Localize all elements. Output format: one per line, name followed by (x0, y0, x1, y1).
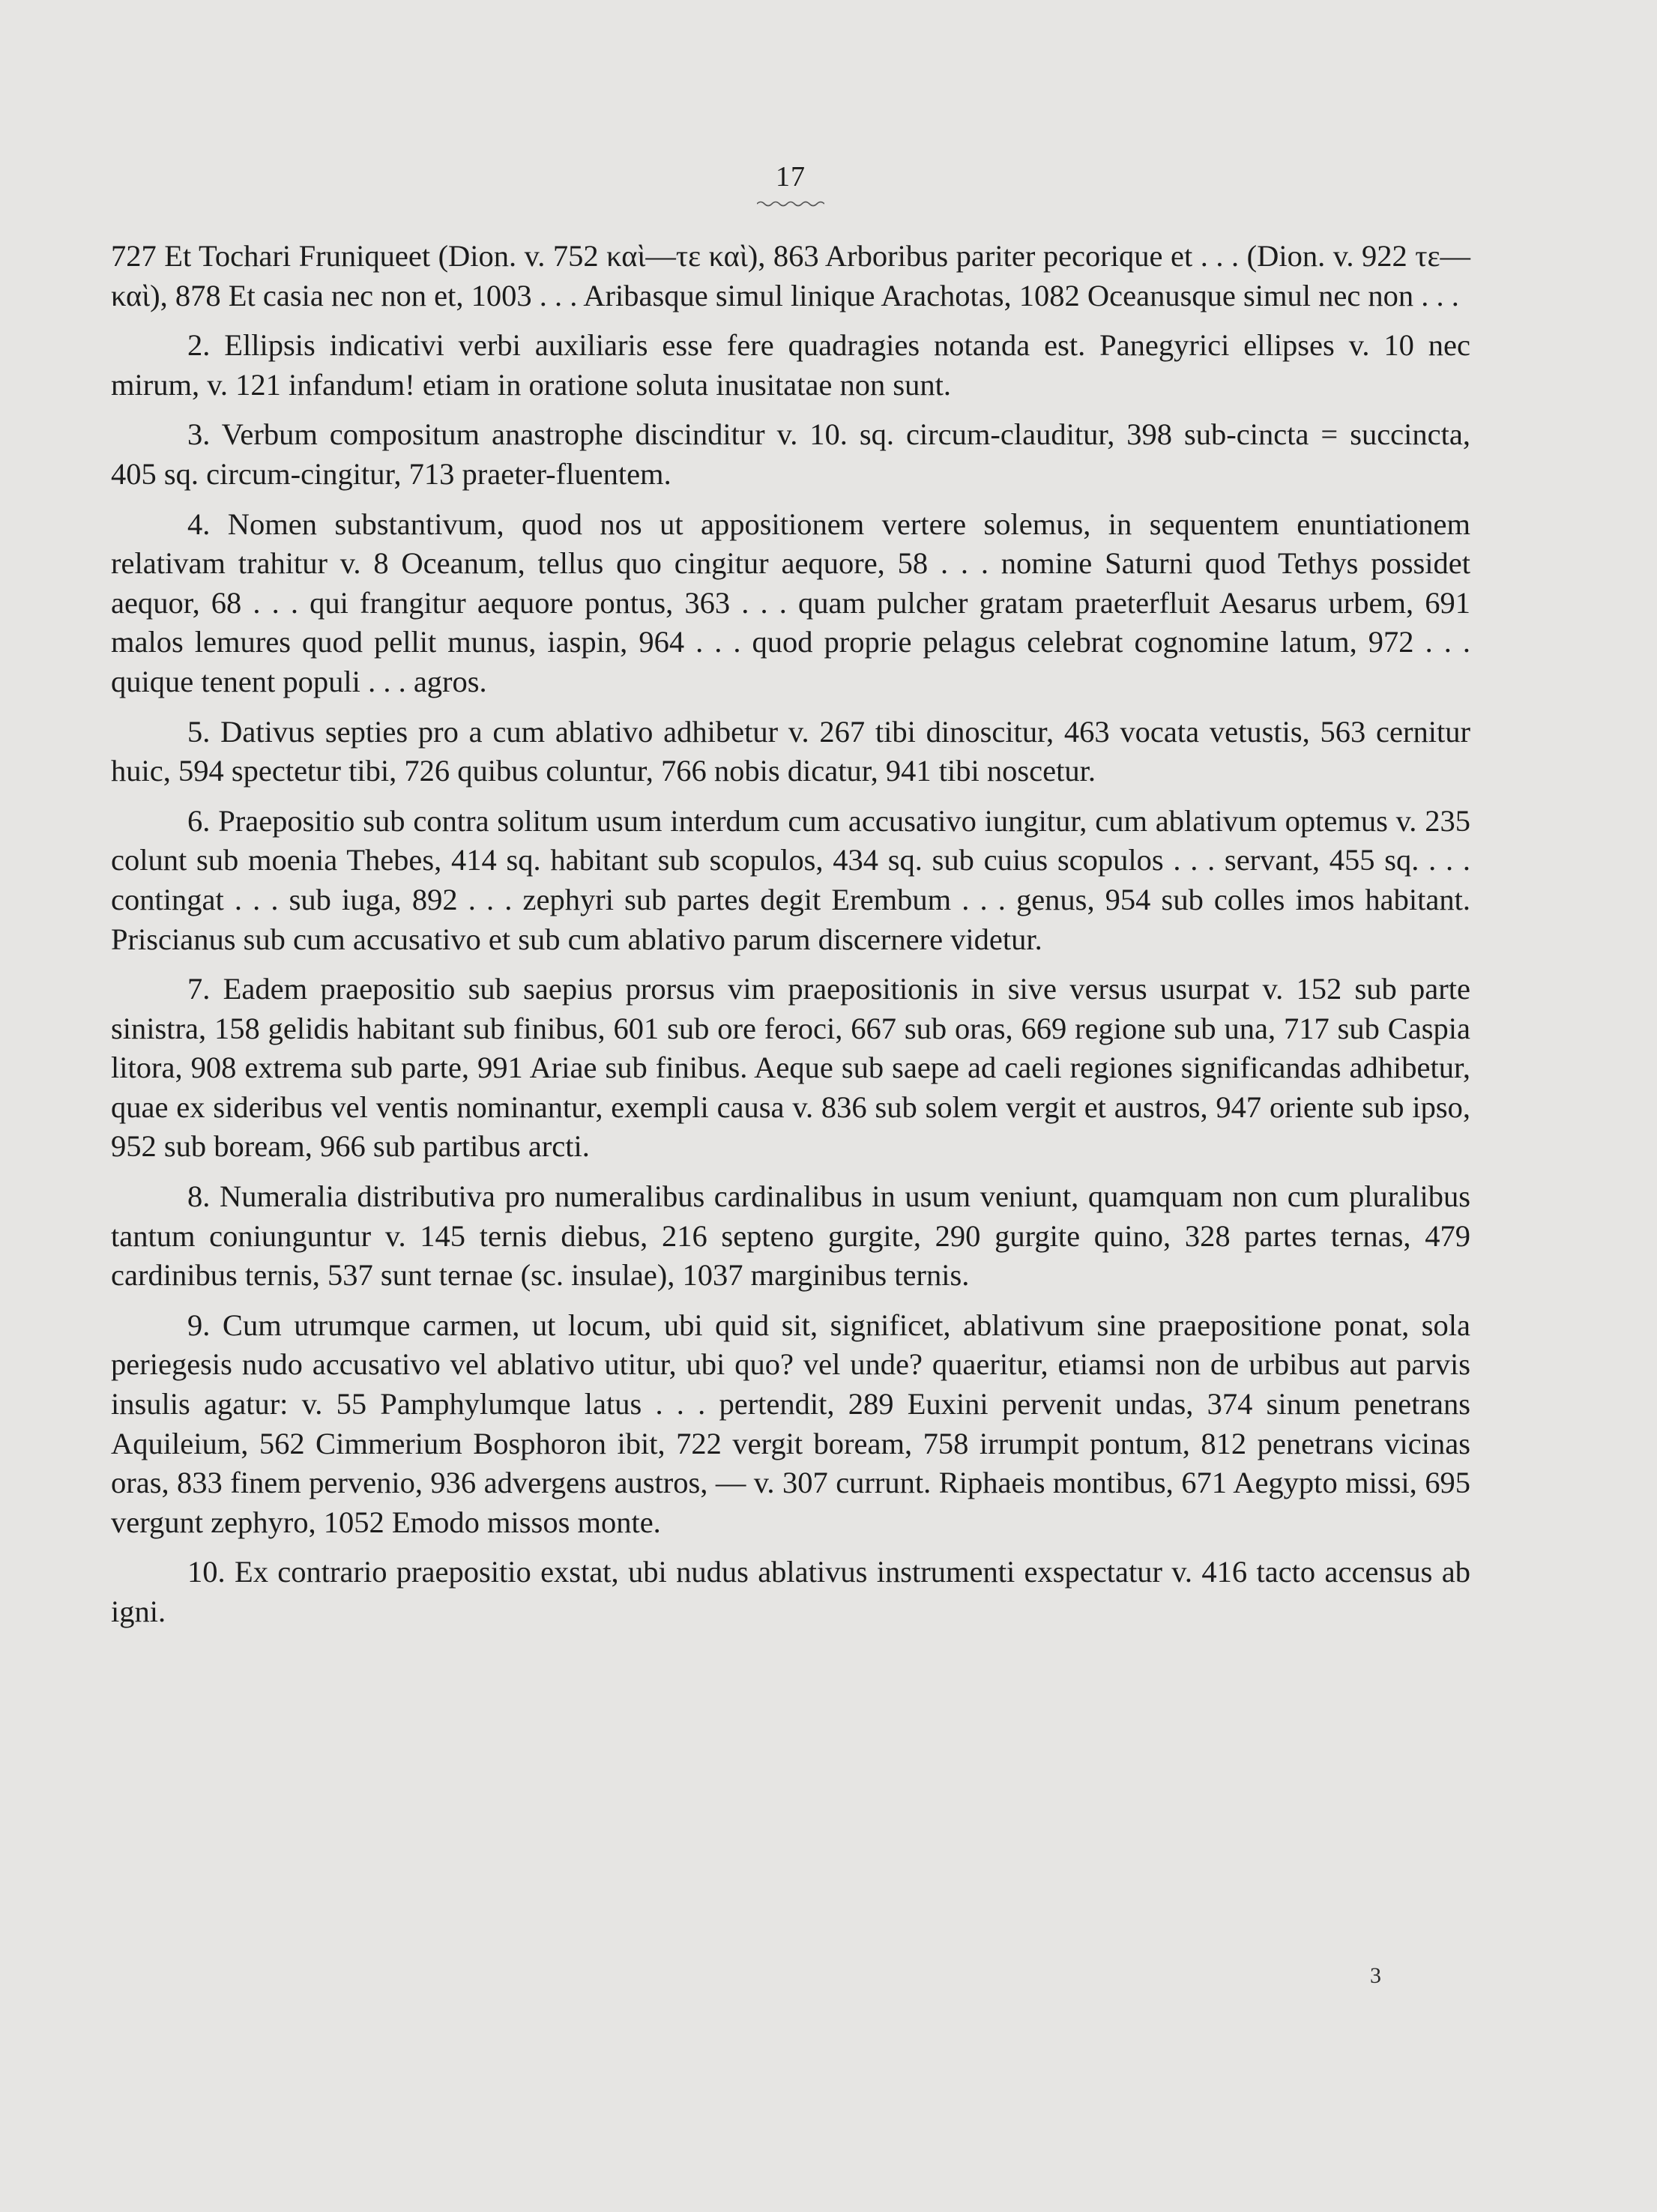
signature-mark: 3 (1370, 1963, 1381, 1988)
paragraph-2: 2. Ellipsis indicativi verbi auxiliaris esse fere quadragies notanda est. Panegyrici ellipses v. 10 nec mirum, v. 121 infandum! etiam in oratione soluta inusitatae non sunt. (111, 328, 1470, 402)
page-number: 17 (776, 161, 806, 193)
paragraph-7: 7. Eadem praepositio sub saepius prorsus vim praepositionis in sive versus usurpat v. 152 sub parte sinistra, 158 gelidis habitant sub finibus, 601 sub ore feroci, 667 sub oras, 669 regione sub una, 717 sub Caspia litora, 908 extrema sub parte, 991 Ariae sub finibus. Aeque sub saepe ad caeli regiones significandas adhibetur, quae ex sideribus vel ventis nominantur, exempli causa v. 836 sub solem vergit et austros, 947 oriente sub ipso, 952 sub boream, 966 sub partibus arcti. (111, 972, 1470, 1164)
paragraph-10: 10. Ex contrario praepositio exstat, ubi nudus ablativus instrumenti exspectatur v. 416 tacto accensus ab igni. (111, 1555, 1470, 1628)
paragraph-4: 4. Nomen substantivum, quod nos ut appositionem vertere solemus, in sequentem enuntiationem relativam trahitur v. 8 Oceanum, tellus quo cingitur aequore, 58 . . . nomine Saturni quod Tethys possidet aequor, 68 . . . qui frangitur aequore pontus, 363 . . . quam pulcher gratam praeterfluit Aesarus urbem, 691 malos lemures quod pellit munus, iaspin, 964 . . . quod proprie pelagus celebrat cognomine latum, 972 . . . quique tenent populi . . . agros. (111, 507, 1470, 698)
main-text (111, 237, 1470, 1643)
paragraph-0: 727 Et Tochari Fruniqueet (Dion. v. 752 καὶ—τε καὶ), 863 Arboribus pariter pecorique et . . . (Dion. v. 922 τε—καὶ), 878 Et casia nec non et, 1003 . . . Aribasque simul linique Arachotas, 1082 Oceanusque simul nec non . . . (111, 239, 1470, 312)
paragraph-8: 8. Numeralia distributiva pro numeralibus cardinalibus in usum veniunt, quamquam non cum pluralibus tantum coniunguntur v. 145 ternis diebus, 216 septeno gurgite, 290 gurgite quino, 328 partes ternas, 479 cardinibus ternis, 537 sunt ternae (sc. insulae), 1037 marginibus ternis. (111, 1179, 1470, 1293)
paragraph-5: 5. Dativus septies pro a cum ablativo adhibetur v. 267 tibi dinoscitur, 463 vocata vetustis, 563 cernitur huic, 594 spectetur tibi, 726 quibus coluntur, 766 nobis dicatur, 941 tibi noscetur. (111, 714, 1470, 788)
paragraph-9: 9. Cum utrumque carmen, ut locum, ubi quid sit, significet, ablativum sine praepositione ponat, sola periegesis nudo accusativo vel ablativo utitur, ubi quo? vel unde? quaeritur, etiamsi non de urbibus aut parvis insulis agatur: v. 55 Pamphylumque latus . . . pertendit, 289 Euxini pervenit undas, 374 sinum penetrans Aquileium, 562 Cimmerium Bosphoron ibit, 722 vergit boream, 758 irrumpit pontum, 812 penetrans vicinas oras, 833 finem pervenio, 936 advergens austros, — v. 307 currunt. Riphaeis montibus, 671 Aegypto missi, 695 vergunt zephyro, 1052 Emodo missos monte. (111, 1308, 1470, 1539)
paragraph-3: 3. Verbum compositum anastrophe discinditur v. 10. sq. circum-clauditur, 398 sub-cincta = succincta, 405 sq. circum-cingitur, 713 praeter-fluentem. (111, 417, 1470, 491)
page-number-ornament (757, 199, 824, 208)
paragraph-6: 6. Praepositio sub contra solitum usum interdum cum accusativo iungitur, cum ablativum optemus v. 235 colunt sub moenia Thebes, 414 sq. habitant sub scopulos, 434 sq. sub cuius scopulos . . . servant, 455 sq. . . . contingat . . . sub iuga, 892 . . . zephyri sub partes degit Erembum . . . genus, 954 sub colles imos habitant. Priscianus sub cum accusativo et sub cum ablativo parum discernere videtur. (111, 803, 1470, 956)
